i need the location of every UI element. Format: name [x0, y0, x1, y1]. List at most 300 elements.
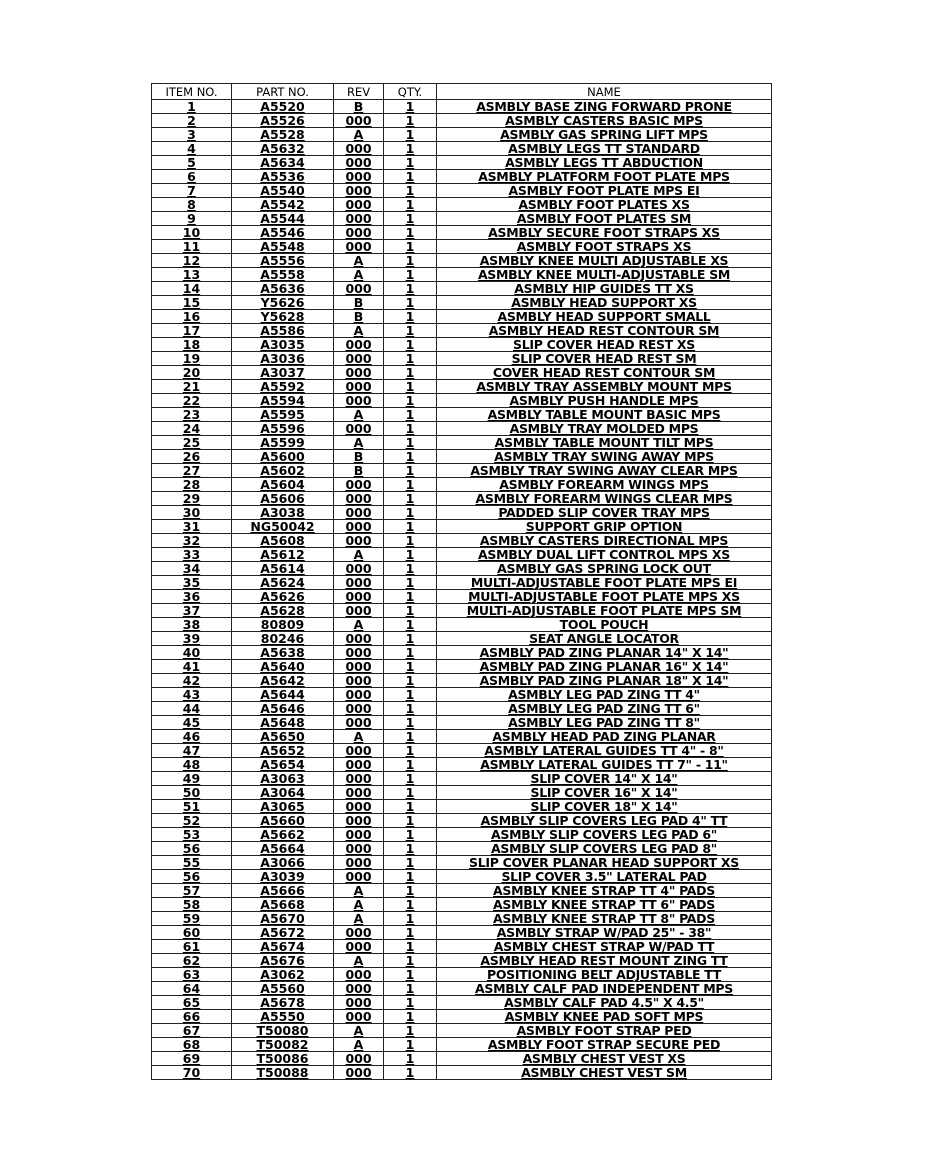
cell-name-text: ASMBLY GAS SPRING LIFT MPS	[500, 127, 708, 142]
cell-name-text: ASMBLY DUAL LIFT CONTROL MPS XS	[478, 547, 730, 562]
table-row	[152, 520, 772, 534]
table-row	[152, 940, 772, 954]
cell-part-no	[232, 548, 334, 562]
cell-part-no	[232, 282, 334, 296]
cell-item-no-text: 51	[182, 799, 201, 814]
cell-qty	[384, 856, 437, 870]
table-row	[152, 968, 772, 982]
cell-part-no	[232, 744, 334, 758]
cell-part-no-text: 80246	[260, 631, 305, 646]
cell-rev	[334, 268, 384, 282]
cell-item-no-text: 8	[187, 197, 196, 212]
cell-name	[437, 240, 772, 254]
cell-qty-text: 1	[405, 239, 415, 254]
cell-item-no-text: 13	[182, 267, 201, 282]
cell-part-no-text: A5624	[260, 575, 305, 590]
cell-qty	[384, 324, 437, 338]
cell-rev-text: 000	[345, 701, 372, 716]
cell-rev-text: 000	[345, 533, 372, 548]
cell-name-text: ASMBLY HIP GUIDES TT XS	[514, 281, 694, 296]
cell-part-no	[232, 772, 334, 786]
cell-part-no	[232, 786, 334, 800]
cell-part-no	[232, 254, 334, 268]
cell-part-no-text: T50080	[256, 1023, 309, 1038]
cell-qty	[384, 632, 437, 646]
cell-name	[437, 436, 772, 450]
cell-rev-text: A	[353, 883, 364, 898]
cell-rev-text: 000	[345, 155, 372, 170]
cell-item-no-text: 50	[182, 785, 201, 800]
cell-item-no	[152, 1066, 232, 1080]
cell-item-no	[152, 604, 232, 618]
cell-item-no-text: 27	[182, 463, 201, 478]
cell-rev	[334, 1038, 384, 1052]
cell-part-no-text: A3065	[260, 799, 305, 814]
cell-qty-text: 1	[405, 519, 415, 534]
cell-name-text: SLIP COVER 14" X 14"	[530, 771, 678, 786]
cell-item-no	[152, 240, 232, 254]
cell-rev	[334, 786, 384, 800]
cell-name-text: SLIP COVER HEAD REST XS	[513, 337, 695, 352]
cell-rev	[334, 716, 384, 730]
cell-name-text: ASMBLY LATERAL GUIDES TT 4" - 8"	[484, 743, 724, 758]
cell-item-no-text: 15	[182, 295, 201, 310]
cell-item-no-text: 17	[182, 323, 201, 338]
cell-part-no-text: A5644	[260, 687, 305, 702]
cell-qty-text: 1	[405, 365, 415, 380]
cell-name	[437, 940, 772, 954]
cell-name-text: SLIP COVER 3.5" LATERAL PAD	[501, 869, 707, 884]
cell-qty-text: 1	[405, 267, 415, 282]
cell-qty	[384, 464, 437, 478]
cell-qty-text: 1	[405, 281, 415, 296]
cell-qty	[384, 422, 437, 436]
cell-part-no	[232, 702, 334, 716]
cell-name	[437, 548, 772, 562]
cell-qty	[384, 604, 437, 618]
cell-part-no	[232, 198, 334, 212]
cell-rev-text: 000	[345, 197, 372, 212]
cell-name-text: ASMBLY KNEE PAD SOFT MPS	[504, 1009, 704, 1024]
cell-name-text: ASMBLY TABLE MOUNT TILT MPS	[494, 435, 714, 450]
cell-item-no	[152, 870, 232, 884]
cell-item-no-text: 42	[182, 673, 201, 688]
cell-name	[437, 338, 772, 352]
cell-item-no	[152, 380, 232, 394]
cell-qty-text: 1	[405, 337, 415, 352]
cell-qty-text: 1	[405, 225, 415, 240]
cell-rev	[334, 114, 384, 128]
table-row	[152, 506, 772, 520]
cell-part-no	[232, 716, 334, 730]
cell-qty	[384, 646, 437, 660]
cell-name-text: ASMBLY PAD ZING PLANAR 18" X 14"	[479, 673, 729, 688]
cell-rev	[334, 1066, 384, 1080]
cell-item-no-text: 33	[182, 547, 201, 562]
cell-part-no	[232, 814, 334, 828]
cell-part-no-text: A5640	[260, 659, 305, 674]
table-row	[152, 1010, 772, 1024]
cell-rev-text: 000	[345, 939, 372, 954]
cell-qty	[384, 142, 437, 156]
table-row	[152, 296, 772, 310]
cell-name	[437, 1038, 772, 1052]
cell-name-text: ASMBLY HEAD PAD ZING PLANAR	[492, 729, 716, 744]
cell-item-no-text: 12	[182, 253, 201, 268]
cell-qty	[384, 254, 437, 268]
cell-item-no-text: 19	[182, 351, 201, 366]
cell-item-no-text: 7	[187, 183, 196, 198]
cell-part-no-text: A5678	[260, 995, 305, 1010]
cell-part-no	[232, 450, 334, 464]
cell-item-no	[152, 170, 232, 184]
cell-qty-text: 1	[405, 351, 415, 366]
cell-name	[437, 562, 772, 576]
cell-item-no	[152, 744, 232, 758]
cell-rev	[334, 170, 384, 184]
cell-qty	[384, 534, 437, 548]
table-row	[152, 100, 772, 114]
cell-name-text: ASMBLY CHEST VEST SM	[521, 1065, 687, 1080]
cell-qty-text: 1	[405, 827, 415, 842]
cell-qty	[384, 898, 437, 912]
cell-qty	[384, 408, 437, 422]
cell-part-no-text: A3039	[260, 869, 305, 884]
cell-part-no-text: A3064	[260, 785, 305, 800]
cell-qty-text: 1	[405, 701, 415, 716]
cell-item-no	[152, 338, 232, 352]
cell-item-no-text: 9	[187, 211, 196, 226]
cell-name	[437, 394, 772, 408]
cell-rev	[334, 800, 384, 814]
cell-qty	[384, 212, 437, 226]
cell-qty-text: 1	[405, 113, 415, 128]
cell-rev-text: 000	[345, 1009, 372, 1024]
cell-qty	[384, 156, 437, 170]
cell-qty-text: 1	[405, 869, 415, 884]
cell-part-no-text: A5668	[260, 897, 305, 912]
cell-item-no	[152, 898, 232, 912]
table-row	[152, 450, 772, 464]
cell-name	[437, 898, 772, 912]
cell-name-text: ASMBLY PUSH HANDLE MPS	[509, 393, 699, 408]
cell-item-no	[152, 226, 232, 240]
cell-qty-text: 1	[405, 183, 415, 198]
cell-qty-text: 1	[405, 547, 415, 562]
cell-qty	[384, 1010, 437, 1024]
table-row	[152, 366, 772, 380]
cell-qty	[384, 338, 437, 352]
cell-part-no-text: A5602	[260, 463, 305, 478]
cell-qty-text: 1	[405, 197, 415, 212]
cell-item-no	[152, 352, 232, 366]
cell-part-no-text: T50082	[256, 1037, 309, 1052]
cell-qty-text: 1	[405, 491, 415, 506]
cell-item-no	[152, 366, 232, 380]
cell-rev-text: A	[353, 1037, 364, 1052]
cell-qty-text: 1	[405, 155, 415, 170]
cell-qty-text: 1	[405, 393, 415, 408]
cell-name	[437, 716, 772, 730]
cell-qty-text: 1	[405, 295, 415, 310]
cell-part-no-text: A5642	[260, 673, 305, 688]
cell-name	[437, 870, 772, 884]
cell-rev-text: A	[353, 127, 364, 142]
cell-qty	[384, 926, 437, 940]
cell-name-text: ASMBLY HEAD SUPPORT SMALL	[497, 309, 711, 324]
cell-item-no	[152, 436, 232, 450]
cell-name	[437, 576, 772, 590]
cell-name-text: ASMBLY CHEST STRAP W/PAD TT	[493, 939, 715, 954]
cell-rev	[334, 646, 384, 660]
table-row	[152, 128, 772, 142]
cell-name-text: ASMBLY CHEST VEST XS	[522, 1051, 686, 1066]
cell-part-no	[232, 842, 334, 856]
cell-rev-text: 000	[345, 519, 372, 534]
cell-rev-text: 000	[345, 141, 372, 156]
table-row	[152, 912, 772, 926]
header-rev: REV	[334, 84, 384, 100]
cell-item-no	[152, 198, 232, 212]
cell-qty	[384, 618, 437, 632]
cell-part-no	[232, 408, 334, 422]
cell-name-text: ASMBLY FOOT STRAP PED	[516, 1023, 692, 1038]
table-row	[152, 352, 772, 366]
cell-qty	[384, 436, 437, 450]
cell-part-no	[232, 590, 334, 604]
cell-name-text: ASMBLY LEGS TT STANDARD	[508, 141, 700, 156]
table-row	[152, 422, 772, 436]
cell-part-no-text: A5595	[260, 407, 305, 422]
cell-part-no	[232, 296, 334, 310]
cell-part-no-text: A5634	[260, 155, 305, 170]
cell-rev	[334, 702, 384, 716]
cell-part-no-text: A5550	[260, 1009, 305, 1024]
cell-rev	[334, 954, 384, 968]
cell-name	[437, 688, 772, 702]
cell-part-no	[232, 142, 334, 156]
cell-item-no	[152, 688, 232, 702]
cell-rev-text: 000	[345, 421, 372, 436]
cell-rev	[334, 324, 384, 338]
table-body	[152, 100, 772, 1080]
cell-part-no	[232, 492, 334, 506]
cell-item-no-text: 39	[182, 631, 201, 646]
header-item-no: ITEM NO.	[152, 84, 232, 100]
cell-part-no	[232, 898, 334, 912]
cell-name	[437, 828, 772, 842]
cell-item-no-text: 34	[182, 561, 201, 576]
cell-qty-text: 1	[405, 211, 415, 226]
cell-item-no-text: 55	[182, 855, 201, 870]
cell-part-no-text: A5540	[260, 183, 305, 198]
cell-name	[437, 1024, 772, 1038]
cell-item-no-text: 22	[182, 393, 201, 408]
cell-item-no-text: 53	[182, 827, 201, 842]
cell-rev	[334, 464, 384, 478]
cell-part-no-text: A5662	[260, 827, 305, 842]
cell-rev	[334, 856, 384, 870]
cell-rev-text: 000	[345, 743, 372, 758]
cell-item-no	[152, 1010, 232, 1024]
cell-item-no	[152, 926, 232, 940]
cell-rev	[334, 996, 384, 1010]
header-qty: QTY.	[384, 84, 437, 100]
cell-item-no	[152, 982, 232, 996]
table-row	[152, 212, 772, 226]
cell-item-no-text: 60	[182, 925, 201, 940]
table-row	[152, 884, 772, 898]
cell-item-no-text: 32	[182, 533, 201, 548]
cell-qty	[384, 478, 437, 492]
cell-item-no	[152, 800, 232, 814]
cell-name-text: MULTI-ADJUSTABLE FOOT PLATE MPS EI	[470, 575, 738, 590]
cell-name-text: SLIP COVER 18" X 14"	[530, 799, 678, 814]
cell-rev	[334, 366, 384, 380]
cell-part-no-text: A5560	[260, 981, 305, 996]
cell-item-no-text: 21	[182, 379, 201, 394]
cell-name-text: ASMBLY SECURE FOOT STRAPS XS	[488, 225, 720, 240]
cell-qty-text: 1	[405, 771, 415, 786]
cell-name	[437, 996, 772, 1010]
cell-item-no-text: 58	[182, 897, 201, 912]
cell-rev-text: A	[353, 253, 364, 268]
cell-part-no	[232, 576, 334, 590]
cell-name-text: ASMBLY LEGS TT ABDUCTION	[505, 155, 703, 170]
cell-part-no	[232, 534, 334, 548]
cell-name	[437, 982, 772, 996]
cell-item-no-text: 11	[182, 239, 201, 254]
cell-rev-text: B	[353, 99, 364, 114]
cell-item-no-text: 18	[182, 337, 201, 352]
cell-name-text: ASMBLY KNEE MULTI ADJUSTABLE XS	[479, 253, 729, 268]
cell-name	[437, 590, 772, 604]
cell-qty-text: 1	[405, 463, 415, 478]
table-row	[152, 1066, 772, 1080]
table-row	[152, 310, 772, 324]
cell-qty-text: 1	[405, 841, 415, 856]
cell-qty	[384, 674, 437, 688]
cell-item-no-text: 10	[182, 225, 201, 240]
table-row	[152, 646, 772, 660]
cell-item-no-text: 66	[182, 1009, 201, 1024]
cell-rev	[334, 492, 384, 506]
cell-item-no-text: 37	[182, 603, 201, 618]
cell-rev-text: A	[353, 1023, 364, 1038]
cell-name-text: ASMBLY KNEE STRAP TT 6" PADS	[493, 897, 715, 912]
cell-rev	[334, 1024, 384, 1038]
cell-qty-text: 1	[405, 477, 415, 492]
cell-item-no	[152, 268, 232, 282]
cell-name	[437, 422, 772, 436]
cell-part-no	[232, 856, 334, 870]
cell-item-no-text: 69	[182, 1051, 201, 1066]
cell-rev-text: 000	[345, 393, 372, 408]
cell-item-no-text: 20	[182, 365, 201, 380]
cell-rev-text: A	[353, 267, 364, 282]
cell-item-no	[152, 282, 232, 296]
cell-item-no-text: 62	[182, 953, 201, 968]
cell-item-no	[152, 632, 232, 646]
cell-item-no	[152, 618, 232, 632]
cell-rev-text: A	[353, 911, 364, 926]
table-row	[152, 996, 772, 1010]
table-row	[152, 142, 772, 156]
cell-qty	[384, 366, 437, 380]
cell-rev-text: 000	[345, 827, 372, 842]
cell-qty	[384, 548, 437, 562]
cell-name	[437, 380, 772, 394]
cell-item-no-text: 4	[187, 141, 196, 156]
cell-qty	[384, 380, 437, 394]
cell-qty	[384, 240, 437, 254]
cell-qty	[384, 716, 437, 730]
cell-part-no	[232, 618, 334, 632]
cell-part-no	[232, 240, 334, 254]
cell-rev-text: 000	[345, 645, 372, 660]
table-row	[152, 240, 772, 254]
cell-part-no-text: A5604	[260, 477, 305, 492]
cell-item-no	[152, 912, 232, 926]
cell-name	[437, 912, 772, 926]
table-row	[152, 604, 772, 618]
cell-part-no-text: A5586	[260, 323, 305, 338]
header-part-no: PART NO.	[232, 84, 334, 100]
cell-name	[437, 324, 772, 338]
table-row	[152, 1052, 772, 1066]
cell-rev-text: 000	[345, 673, 372, 688]
cell-qty-text: 1	[405, 561, 415, 576]
cell-rev	[334, 254, 384, 268]
cell-name-text: TOOL POUCH	[559, 617, 649, 632]
cell-rev-text: A	[353, 897, 364, 912]
cell-name	[437, 156, 772, 170]
cell-name-text: PADDED SLIP COVER TRAY MPS	[498, 505, 710, 520]
cell-rev-text: 000	[345, 365, 372, 380]
cell-qty-text: 1	[405, 589, 415, 604]
cell-item-no-text: 56	[182, 869, 201, 884]
cell-qty	[384, 702, 437, 716]
cell-part-no	[232, 912, 334, 926]
table-row	[152, 268, 772, 282]
cell-item-no-text: 43	[182, 687, 201, 702]
cell-rev	[334, 772, 384, 786]
cell-qty	[384, 1038, 437, 1052]
cell-item-no-text: 67	[182, 1023, 201, 1038]
cell-name-text: ASMBLY FOOT PLATES SM	[516, 211, 692, 226]
cell-part-no	[232, 800, 334, 814]
cell-name	[437, 786, 772, 800]
cell-part-no	[232, 436, 334, 450]
cell-qty	[384, 520, 437, 534]
cell-rev	[334, 380, 384, 394]
cell-qty	[384, 562, 437, 576]
cell-item-no	[152, 562, 232, 576]
cell-rev-text: 000	[345, 477, 372, 492]
cell-part-no-text: A5612	[260, 547, 305, 562]
cell-rev	[334, 310, 384, 324]
cell-rev	[334, 590, 384, 604]
cell-qty-text: 1	[405, 645, 415, 660]
cell-part-no	[232, 184, 334, 198]
cell-rev	[334, 898, 384, 912]
cell-part-no-text: A5592	[260, 379, 305, 394]
cell-qty-text: 1	[405, 813, 415, 828]
cell-item-no	[152, 702, 232, 716]
cell-part-no-text: A3063	[260, 771, 305, 786]
cell-part-no-text: A5626	[260, 589, 305, 604]
cell-item-no	[152, 828, 232, 842]
